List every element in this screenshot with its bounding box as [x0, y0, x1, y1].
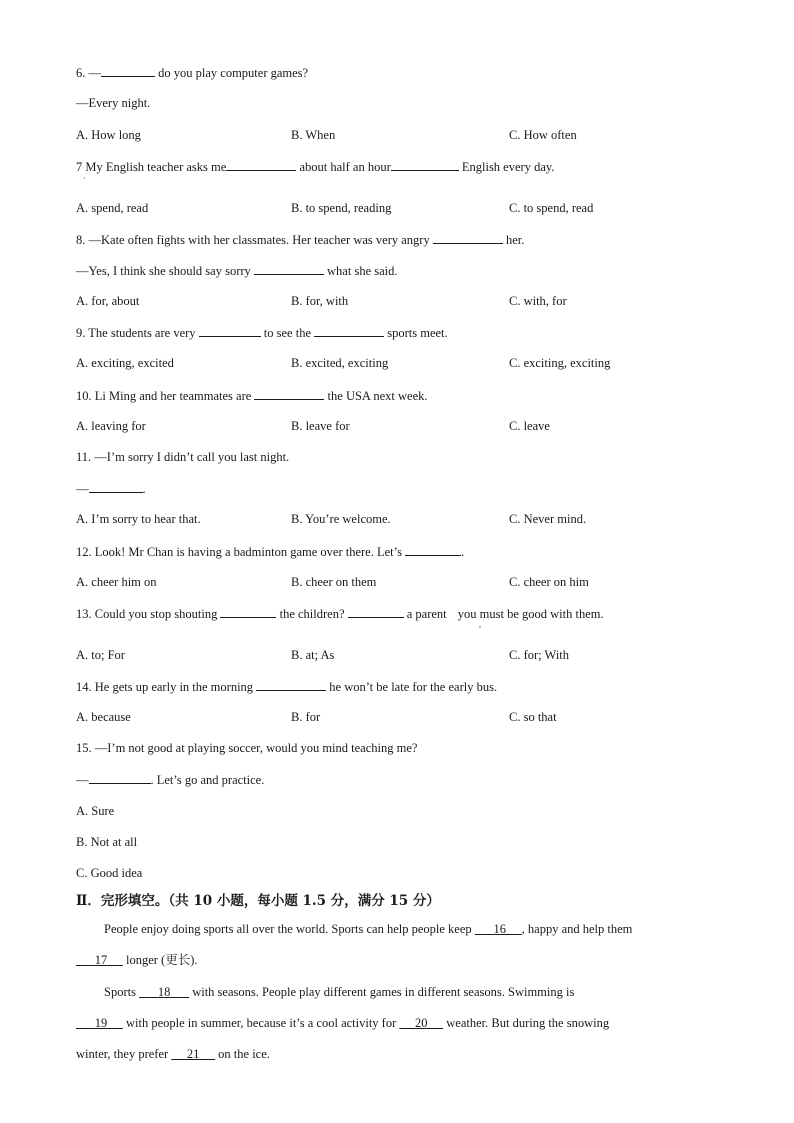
option-b[interactable]: B. You’re welcome.	[291, 512, 391, 526]
q7-stem-text: about half an hour	[296, 160, 391, 174]
q15-reply-text: . Let’s go and practice.	[150, 773, 265, 787]
blank-number: 18	[157, 985, 171, 999]
passage-line	[76, 952, 198, 968]
answer-blank[interactable]	[348, 605, 404, 618]
option-b[interactable]: B. excited, exciting	[291, 356, 389, 370]
answer-blank[interactable]	[433, 231, 503, 244]
option-b[interactable]: B. cheer on them	[291, 575, 377, 589]
blank-number: 21	[186, 1047, 200, 1061]
answer-blank[interactable]	[314, 324, 384, 337]
option-b[interactable]: B. When	[291, 128, 336, 142]
option-a[interactable]: A. leaving for	[76, 419, 146, 433]
q13-stem-text: you must be good with them.	[454, 607, 604, 621]
question-11-reply	[76, 480, 146, 497]
passage-line	[76, 1015, 609, 1031]
question-8-stem	[76, 231, 524, 248]
option-b[interactable]: B. Not at all	[76, 835, 138, 849]
passage-text: on the ice.	[215, 1047, 270, 1061]
option-a[interactable]: A. spend, read	[76, 201, 149, 215]
answer-blank[interactable]	[254, 387, 324, 400]
passage-text: with seasons. People play different games in different seasons. Swimming is	[189, 985, 575, 999]
option-a[interactable]: A. How long	[76, 128, 141, 142]
passage-text: , happy and help them	[521, 922, 633, 936]
q9-stem-text: sports meet.	[384, 326, 448, 340]
option-b[interactable]: B. at; As	[291, 648, 335, 662]
question-6-stem	[76, 64, 308, 81]
answer-blank[interactable]	[256, 678, 326, 691]
passage-text: People enjoy doing sports all over the world. Sports can help people keep	[104, 922, 475, 936]
passage-text: with people in summer, because it’s a cool activity for	[122, 1016, 400, 1030]
numbered-blank-21[interactable]	[171, 1046, 215, 1062]
option-c[interactable]: C. for; With	[509, 648, 570, 662]
q14-stem-text: he won’t be late for the early bus.	[326, 680, 498, 694]
q12-stem-text: 12. Look! Mr Chan is having a badminton game over there. Let’s	[76, 545, 406, 559]
option-c[interactable]: C. Good idea	[76, 866, 143, 880]
question-15-stem: 15. —I’m not good at playing soccer, would you mind teaching me?	[76, 741, 418, 755]
q7-stem-text: English every day.	[458, 160, 555, 174]
question-6-reply: —Every night.	[76, 96, 151, 110]
passage-text: weather. But during the snowing	[443, 1016, 610, 1030]
option-c[interactable]: C. cheer on him	[509, 575, 589, 589]
option-a[interactable]: A. to; For	[76, 648, 125, 662]
answer-blank[interactable]	[89, 480, 143, 493]
q13-stem-text: 13. Could you stop shouting	[76, 607, 221, 621]
passage-line	[104, 984, 574, 1000]
option-c[interactable]: C. so that	[509, 710, 557, 724]
question-15-reply	[76, 771, 264, 788]
passage-text: longer (更长).	[122, 953, 198, 967]
answer-blank[interactable]	[405, 543, 461, 556]
q12-stem-text: .	[461, 545, 465, 559]
q10-stem-text: the USA next week.	[324, 389, 428, 403]
numbered-blank-19[interactable]	[76, 1015, 123, 1031]
section-heading: Ⅱ．完形填空。（共 10 小题，每小题 1.5 分，满分 15 分）	[76, 893, 440, 909]
answer-blank[interactable]	[89, 771, 151, 784]
numbered-blank-20[interactable]	[399, 1015, 443, 1031]
option-c[interactable]: C. leave	[509, 419, 550, 433]
option-b[interactable]: B. leave for	[291, 419, 350, 433]
answer-blank[interactable]	[199, 324, 261, 337]
q8-reply-text: what she said.	[323, 264, 398, 278]
passage-line	[76, 1046, 270, 1062]
comma-mark: ,	[479, 620, 481, 629]
option-c[interactable]: C. How often	[509, 128, 577, 142]
option-c[interactable]: C. to spend, read	[509, 201, 594, 215]
blank-number: 17	[94, 953, 108, 967]
answer-blank[interactable]	[254, 262, 324, 275]
option-c[interactable]: C. Never mind.	[509, 512, 587, 526]
option-b[interactable]: B. to spend, reading	[291, 201, 392, 215]
blank-number: 16	[493, 922, 507, 936]
option-a[interactable]: A. cheer him on	[76, 575, 157, 589]
q6-stem-text: do you play computer games?	[155, 66, 309, 80]
q14-stem-text: 14. He gets up early in the morning	[76, 680, 257, 694]
question-10-stem	[76, 387, 428, 404]
question-7-stem	[76, 158, 554, 175]
question-13-stem	[76, 605, 604, 622]
option-a[interactable]: A. exciting, excited	[76, 356, 174, 370]
question-14-stem	[76, 678, 497, 695]
passage-text: Sports	[104, 985, 140, 999]
q9-stem-text: to see the	[260, 326, 315, 340]
answer-blank[interactable]	[391, 158, 459, 171]
q6-stem-text: 6. —	[76, 66, 101, 80]
numbered-blank-17[interactable]	[76, 952, 123, 968]
answer-blank[interactable]	[101, 64, 155, 77]
option-c[interactable]: C. exciting, exciting	[509, 356, 611, 370]
blank-number: 20	[415, 1016, 428, 1030]
option-b[interactable]: B. for	[291, 710, 321, 724]
q11-reply-text: .	[142, 482, 146, 496]
q8-reply-text: —Yes, I think she should say sorry	[76, 264, 254, 278]
question-12-stem	[76, 543, 464, 560]
option-a[interactable]: A. Sure	[76, 804, 115, 818]
passage-text: winter, they prefer	[76, 1047, 172, 1061]
blank-number: 19	[94, 1016, 108, 1030]
q15-reply-text: —	[76, 773, 89, 787]
passage-line	[104, 921, 632, 937]
q11-reply-text: —	[76, 482, 89, 496]
numbered-blank-16[interactable]	[475, 921, 522, 937]
answer-blank[interactable]	[226, 158, 296, 171]
question-9-stem	[76, 324, 448, 341]
question-8-reply	[76, 262, 398, 279]
q8-stem-text: her.	[502, 233, 525, 247]
q7-stem-text: 7 My English teacher asks me	[76, 160, 227, 174]
option-c[interactable]: C. with, for	[509, 294, 567, 308]
option-a[interactable]: A. because	[76, 710, 131, 724]
q8-stem-text: 8. —Kate often fights with her classmates. Her teacher was very angry	[76, 233, 433, 247]
option-b[interactable]: B. for, with	[291, 294, 349, 308]
answer-blank[interactable]	[220, 605, 276, 618]
question-11-stem: 11. —I’m sorry I didn’t call you last night.	[76, 450, 290, 464]
q9-stem-text: 9. The students are very	[76, 326, 199, 340]
q13-stem-text: the children?	[276, 607, 348, 621]
q13-stem-text: a parent	[403, 607, 447, 621]
numbered-blank-18[interactable]	[139, 984, 189, 1000]
option-a[interactable]: A. I’m sorry to hear that.	[76, 512, 201, 526]
option-a[interactable]: A. for, about	[76, 294, 140, 308]
q10-stem-text: 10. Li Ming and her teammates are	[76, 389, 255, 403]
dot-mark: ·	[83, 174, 86, 183]
